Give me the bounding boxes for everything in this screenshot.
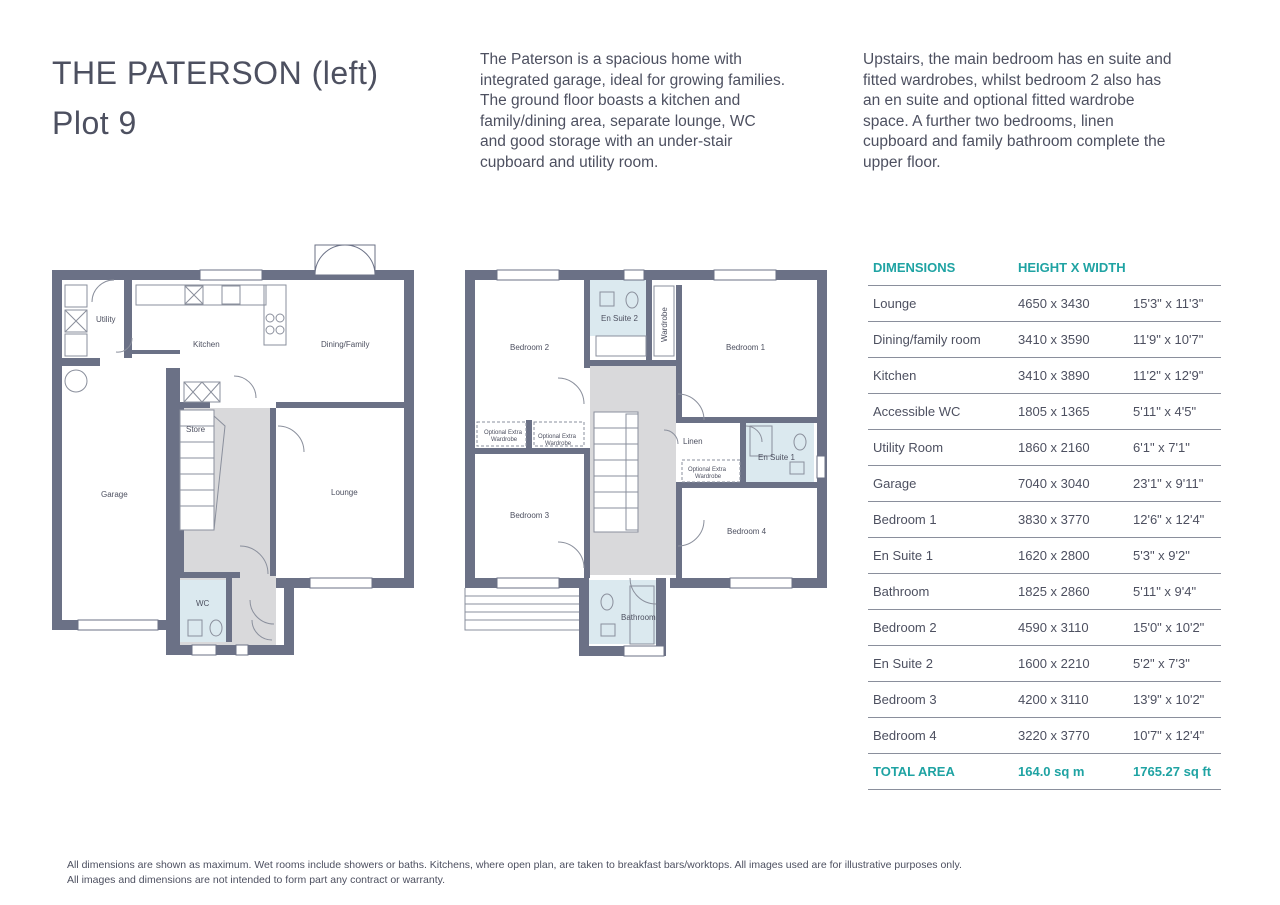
room-name: Dining/family room bbox=[868, 322, 1013, 358]
room-imperial: 23'1" x 9'11" bbox=[1128, 466, 1221, 502]
room-metric: 1825 x 2860 bbox=[1013, 574, 1128, 610]
dimension-row bbox=[868, 286, 1221, 322]
label-bedroom4: Bedroom 4 bbox=[727, 527, 767, 536]
label-bedroom3: Bedroom 3 bbox=[510, 511, 550, 520]
room-metric: 3410 x 3890 bbox=[1013, 358, 1128, 394]
dimension-row bbox=[868, 322, 1221, 358]
room-imperial: 1765.27 sq ft bbox=[1128, 754, 1221, 790]
room-imperial: 11'2" x 12'9" bbox=[1128, 358, 1221, 394]
label-ensuite1: En Suite 1 bbox=[758, 453, 795, 462]
dimension-row bbox=[868, 646, 1221, 682]
dimension-row bbox=[868, 610, 1221, 646]
label-bedroom2: Bedroom 2 bbox=[510, 343, 550, 352]
plot-number: Plot 9 bbox=[52, 105, 137, 141]
house-name: THE PATERSON (left) bbox=[52, 55, 379, 91]
room-name: Kitchen bbox=[868, 358, 1013, 394]
room-metric: 3830 x 3770 bbox=[1013, 502, 1128, 538]
room-name: Garage bbox=[868, 466, 1013, 502]
label-optional-a1: Optional Extra bbox=[484, 430, 523, 436]
label-garage: Garage bbox=[101, 490, 128, 499]
room-metric: 1860 x 2160 bbox=[1013, 430, 1128, 466]
room-name: En Suite 1 bbox=[868, 538, 1013, 574]
total-area-row bbox=[868, 754, 1221, 790]
label-optional-c2: Wardrobe bbox=[695, 474, 722, 480]
room-imperial: 6'1" x 7'1" bbox=[1128, 430, 1221, 466]
floor-plans bbox=[40, 230, 840, 670]
label-kitchen: Kitchen bbox=[193, 340, 220, 349]
label-ensuite2: En Suite 2 bbox=[601, 314, 638, 323]
dimension-row bbox=[868, 682, 1221, 718]
room-name: En Suite 2 bbox=[868, 646, 1013, 682]
label-linen: Linen bbox=[683, 437, 703, 446]
description-upper-floor: Upstairs, the main bedroom has en suite and fitted wardrobes, whilst bedroom 2 also has an en suite and optional fitted wardrobe space. A further two bedrooms, linen cupboard and family bathroom complete the upper floor. bbox=[863, 51, 1172, 171]
bathroom-area bbox=[586, 580, 660, 644]
disclaimer-line1: All dimensions are shown as maximum. Wet rooms include showers or baths. Kitchens, where open plan, are taken to breakfast bars/worktops. All images used are for illustrative purposes only. bbox=[67, 859, 962, 871]
room-imperial: 13'9" x 10'2" bbox=[1128, 682, 1221, 718]
room-name: Lounge bbox=[868, 286, 1013, 322]
label-utility: Utility bbox=[96, 315, 116, 324]
dimensions-table bbox=[868, 250, 1221, 790]
room-name: Bedroom 3 bbox=[868, 682, 1013, 718]
disclaimer bbox=[67, 858, 962, 887]
room-metric: 4650 x 3430 bbox=[1013, 286, 1128, 322]
room-metric: 3220 x 3770 bbox=[1013, 718, 1128, 754]
label-wardrobe: Wardrobe bbox=[660, 307, 669, 342]
label-store: Store bbox=[186, 425, 206, 434]
room-imperial: 5'11" x 9'4" bbox=[1128, 574, 1221, 610]
room-imperial: 10'7" x 12'4" bbox=[1128, 718, 1221, 754]
first-floor-plan bbox=[465, 270, 827, 656]
room-metric: 7040 x 3040 bbox=[1013, 466, 1128, 502]
label-optional-b1: Optional Extra bbox=[538, 434, 577, 440]
room-imperial: 11'9" x 10'7" bbox=[1128, 322, 1221, 358]
label-optional-b2: Wardrobe bbox=[545, 441, 572, 447]
room-imperial: 15'0" x 10'2" bbox=[1128, 610, 1221, 646]
dimension-row bbox=[868, 394, 1221, 430]
room-metric: 4590 x 3110 bbox=[1013, 610, 1128, 646]
room-name: TOTAL AREA bbox=[868, 754, 1013, 790]
dimensions-header: DIMENSIONS bbox=[868, 250, 1013, 286]
height-width-header: HEIGHT X WIDTH bbox=[1013, 250, 1221, 286]
dimension-row bbox=[868, 430, 1221, 466]
room-name: Bedroom 1 bbox=[868, 502, 1013, 538]
room-metric: 164.0 sq m bbox=[1013, 754, 1128, 790]
room-metric: 1620 x 2800 bbox=[1013, 538, 1128, 574]
room-imperial: 5'3" x 9'2" bbox=[1128, 538, 1221, 574]
room-name: Utility Room bbox=[868, 430, 1013, 466]
room-name: Bedroom 2 bbox=[868, 610, 1013, 646]
room-imperial: 15'3" x 11'3" bbox=[1128, 286, 1221, 322]
label-optional-c1: Optional Extra bbox=[688, 467, 727, 473]
dimensions-header-row bbox=[868, 250, 1221, 286]
room-metric: 4200 x 3110 bbox=[1013, 682, 1128, 718]
disclaimer-line2: All images and dimensions are not intended to form part any contract or warranty. bbox=[67, 873, 445, 886]
room-name: Bathroom bbox=[868, 574, 1013, 610]
dimension-row bbox=[868, 574, 1221, 610]
room-metric: 1805 x 1365 bbox=[1013, 394, 1128, 430]
label-bedroom1: Bedroom 1 bbox=[726, 343, 766, 352]
room-name: Accessible WC bbox=[868, 394, 1013, 430]
page-title bbox=[52, 48, 379, 148]
label-wc: WC bbox=[196, 599, 210, 608]
dimension-row bbox=[868, 502, 1221, 538]
room-metric: 1600 x 2210 bbox=[1013, 646, 1128, 682]
ground-floor-plan bbox=[52, 245, 414, 655]
room-imperial: 5'11" x 4'5" bbox=[1128, 394, 1221, 430]
description-ground-floor: The Paterson is a spacious home with integrated garage, ideal for growing families. The ground floor boasts a kitchen and family/dining area, separate lounge, WC and good storage with an under-stair cupboard and utility room. bbox=[480, 51, 786, 171]
dimension-row bbox=[868, 718, 1221, 754]
label-dining: Dining/Family bbox=[321, 340, 370, 349]
room-metric: 3410 x 3590 bbox=[1013, 322, 1128, 358]
room-name: Bedroom 4 bbox=[868, 718, 1013, 754]
label-optional-a2: Wardrobe bbox=[491, 437, 518, 443]
room-imperial: 12'6" x 12'4" bbox=[1128, 502, 1221, 538]
dimension-row bbox=[868, 358, 1221, 394]
label-bathroom: Bathroom bbox=[621, 613, 656, 622]
label-lounge: Lounge bbox=[331, 488, 358, 497]
room-imperial: 5'2" x 7'3" bbox=[1128, 646, 1221, 682]
dimension-row bbox=[868, 538, 1221, 574]
dimension-row bbox=[868, 466, 1221, 502]
ensuite2-area bbox=[590, 280, 652, 336]
